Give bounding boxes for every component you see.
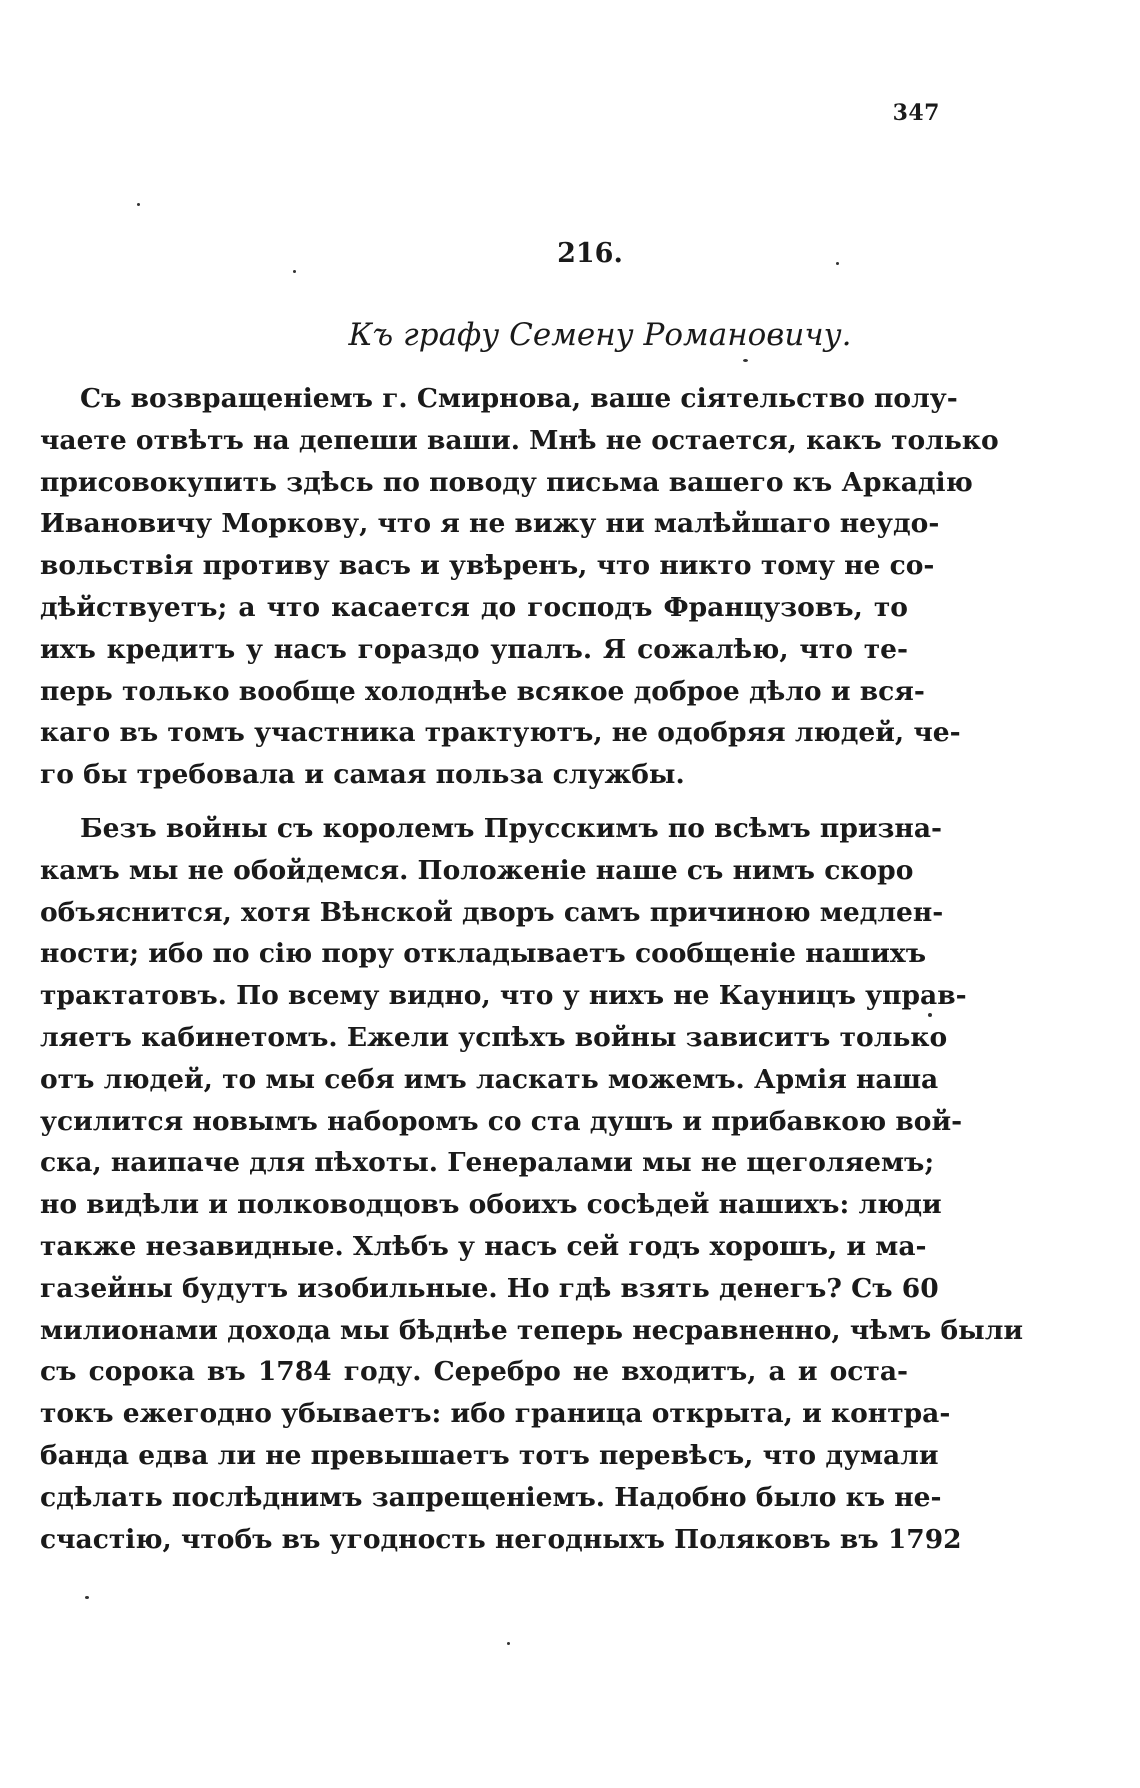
text-line: ихъ кредитъ у насъ гораздо упалъ. Я сожалѣю, что те-: [40, 633, 908, 665]
text-line: банда едва ли не превышаетъ тотъ перевѣсъ, что думали: [40, 1439, 939, 1471]
text-line: милионами дохода мы бѣднѣе теперь несравненно, чѣмъ были: [40, 1314, 1024, 1346]
letter-heading: Къ графу Семену Романовичу.: [348, 317, 852, 353]
text-line: Ивановичу Моркову, что я не вижу ни малѣйшаго неудо-: [40, 508, 940, 540]
text-line: каго въ томъ участника трактуютъ, не одобряя людей, че-: [40, 717, 961, 749]
letter-number: 216.: [557, 238, 623, 269]
text-line: сдѣлать послѣднимъ запрещеніемъ. Надобно было къ не-: [40, 1481, 942, 1513]
text-line: дѣйствуетъ; а что касается до господъ Французовъ, то: [40, 591, 908, 623]
text-line: ляетъ кабинетомъ. Ежели успѣхъ войны зависитъ только: [40, 1021, 948, 1053]
scan-speck: [836, 262, 839, 265]
text-line: счастію, чтобъ въ угодность негодныхъ Поляковъ въ 1792: [40, 1523, 962, 1555]
scan-speck: [85, 1596, 89, 1599]
text-line: газейны будутъ изобильные. Но гдѣ взять денегъ? Съ 60: [40, 1272, 939, 1304]
text-line: перь только вообще холоднѣе всякое доброе дѣло и вся-: [40, 675, 925, 707]
text-line: Безъ войны съ королемъ Прусскимъ по всѣмъ призна-: [80, 812, 942, 844]
text-line: чаете отвѣтъ на депеши ваши. Мнѣ не остается, какъ только: [40, 424, 999, 456]
text-line: ска, наипаче для пѣхоты. Генералами мы не щеголяемъ;: [40, 1147, 935, 1179]
scan-speck: [293, 270, 296, 273]
text-line: отъ людей, то мы себя имъ ласкать можемъ. Армія наша: [40, 1063, 939, 1095]
text-line: усилится новымъ наборомъ со ста душъ и прибавкою вой-: [40, 1105, 963, 1137]
paragraph-gap: [40, 796, 908, 808]
text-line: вольствія противу васъ и увѣренъ, что никто тому не со-: [40, 550, 935, 582]
text-line: го бы требовала и самая польза службы.: [40, 759, 685, 791]
text-line: Съ возвращеніемъ г. Смирнова, ваше сіятельство полу-: [80, 383, 958, 414]
paragraph-1: [40, 378, 999, 796]
text-line: съ сорока въ 1784 году. Серебро не входитъ, а и оста-: [40, 1356, 908, 1388]
text-line: присовокупить здѣсь по поводу письма вашего къ Аркадію: [40, 466, 973, 498]
scan-speck: [137, 203, 140, 206]
paragraph-2: [40, 808, 1024, 1560]
text-line: токъ ежегодно убываетъ: ибо граница открыта, и контра-: [40, 1398, 951, 1430]
text-line: но видѣли и полководцовъ обоихъ сосѣдей нашихъ: люди: [40, 1189, 942, 1221]
scan-speck: [928, 1013, 932, 1017]
scan-speck: [507, 1642, 510, 1645]
letter-body: [40, 378, 1024, 1560]
text-line: трактатовъ. По всему видно, что у нихъ не Кауницъ управ-: [40, 980, 967, 1012]
text-line: объяснится, хотя Вѣнской дворъ самъ причиною медлен-: [40, 896, 944, 928]
text-line: камъ мы не обойдемся. Положеніе наше съ нимъ скоро: [40, 854, 914, 886]
scan-speck: [743, 359, 748, 362]
text-line: также незавидные. Хлѣбъ у насъ сей годъ хорошъ, и ма-: [40, 1230, 927, 1262]
page-number: 347: [892, 100, 940, 126]
text-line: ности; ибо по сію пору откладываетъ сообщеніе нашихъ: [40, 938, 927, 970]
